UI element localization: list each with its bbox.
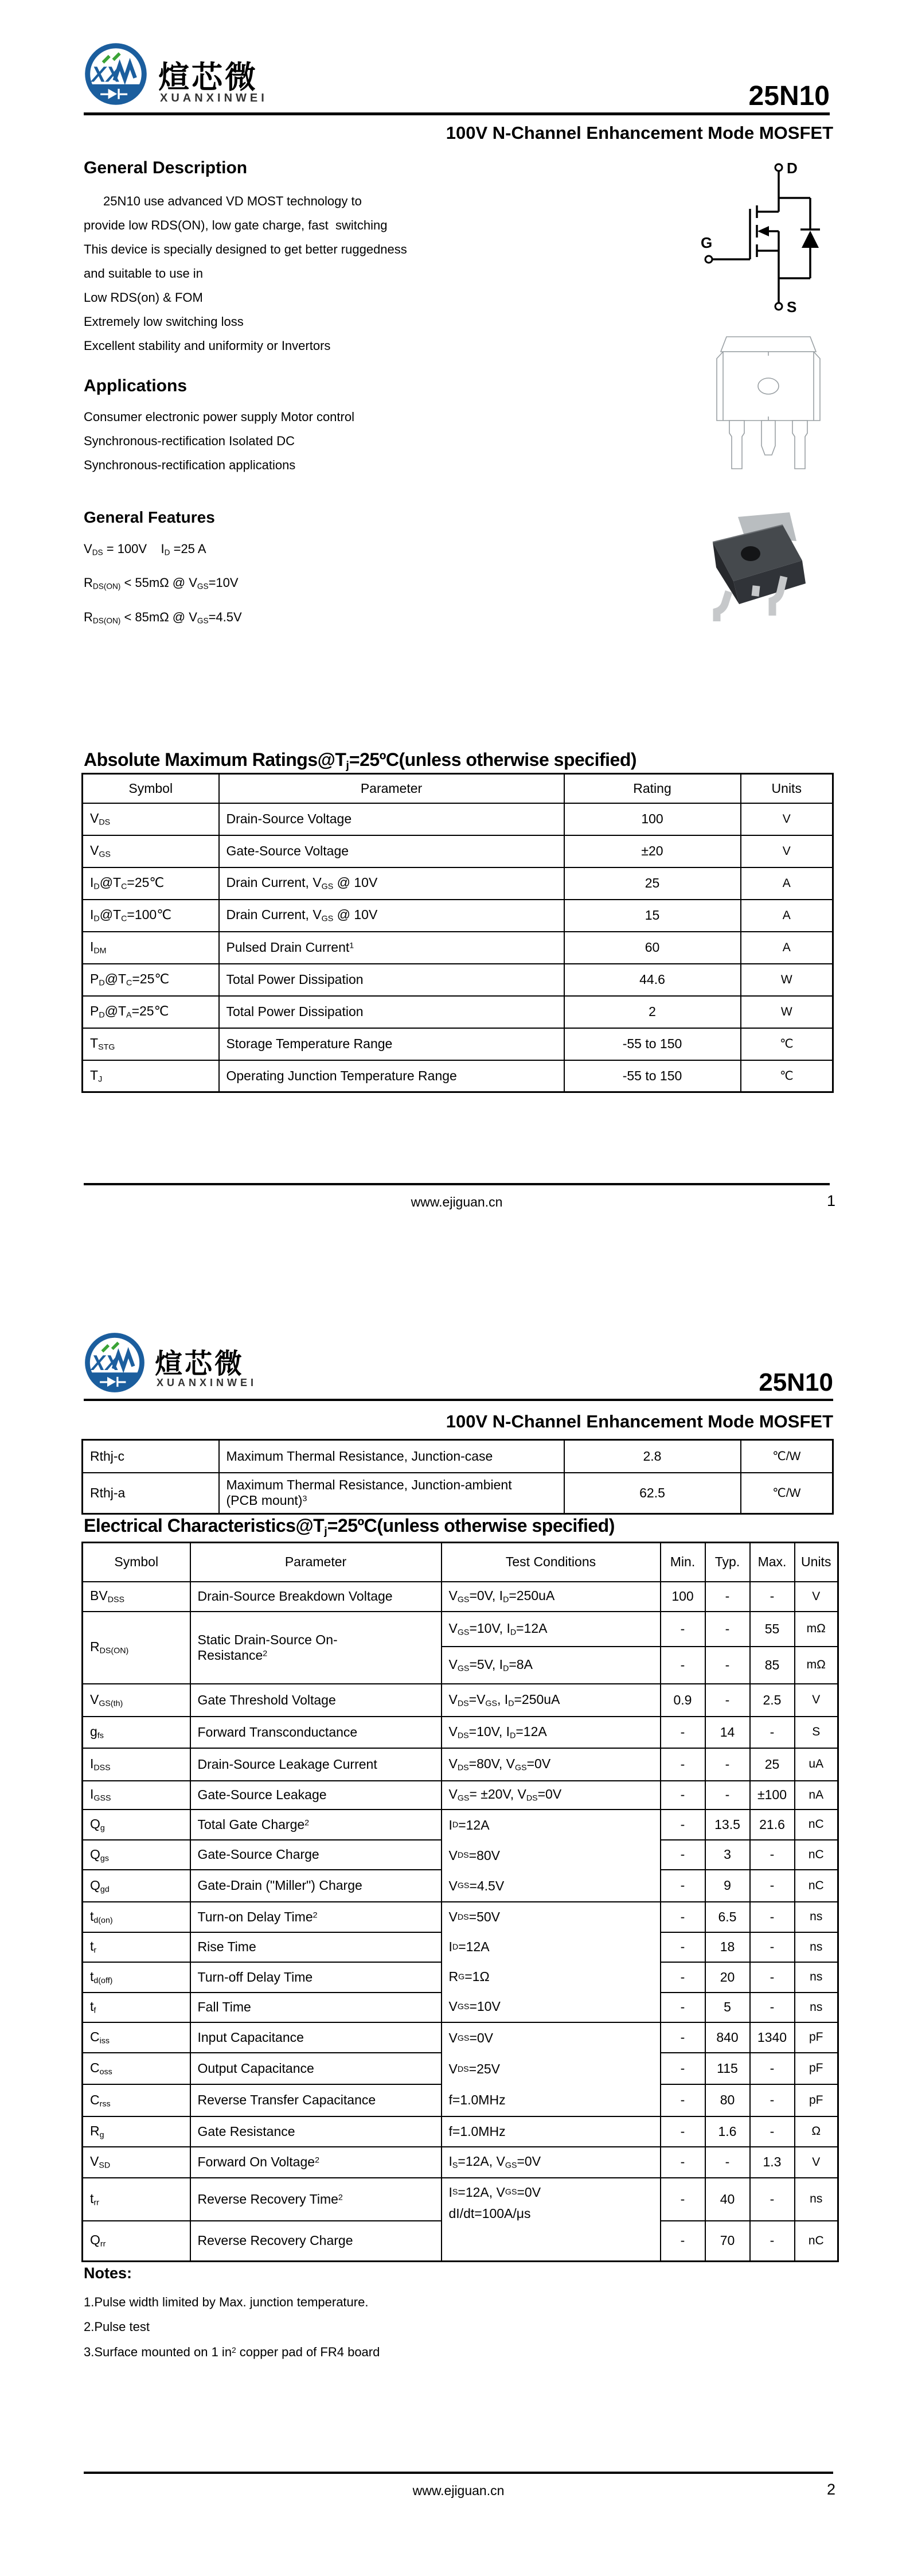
cell-max: - bbox=[750, 2053, 795, 2084]
document-subtitle: 100V N-Channel Enhancement Mode MOSFET bbox=[446, 123, 833, 143]
cell-parameter: Drain Current, $V_{GS}$ @ 10V bbox=[219, 900, 564, 932]
cell-parameter: Total Power Dissipation bbox=[219, 996, 564, 1028]
cell-typ: 80 bbox=[705, 2084, 750, 2116]
cell-max: - bbox=[750, 1582, 795, 1612]
cell-units: A bbox=[741, 867, 833, 900]
general-features-text bbox=[84, 534, 600, 636]
cell-parameter: Turn-off Delay Time bbox=[190, 1962, 442, 1993]
cell-symbol: $R_{DS(ON)}$ bbox=[83, 1612, 190, 1684]
general-features-title: General Features bbox=[84, 508, 215, 526]
cell-symbol: $C_{oss}$ bbox=[83, 2053, 190, 2084]
cell-symbol: $Q_{gd}$ bbox=[83, 1870, 190, 1901]
col-units: Units bbox=[741, 774, 833, 803]
electrical-characteristics-table bbox=[81, 1542, 839, 2262]
cell-symbol: $t_{d(off)}$ bbox=[83, 1962, 190, 1993]
table-row bbox=[83, 835, 833, 867]
cond-line: I S =12A, V GS =0V bbox=[448, 2184, 541, 2200]
header-rule bbox=[84, 1399, 833, 1401]
cell-cond: $V_{GS}=10V$, $I_D=12A$ bbox=[442, 1612, 661, 1647]
table-row bbox=[83, 1582, 838, 1612]
cell-units: pF bbox=[795, 2053, 838, 2084]
cell-max: - bbox=[750, 1993, 795, 2022]
cell-symbol: $t_r$ bbox=[83, 1932, 190, 1962]
svg-text:XX: XX bbox=[91, 1351, 119, 1375]
cell-typ: - bbox=[705, 1582, 750, 1612]
cell-typ: - bbox=[705, 1684, 750, 1717]
table-row bbox=[83, 932, 833, 964]
cell-min: - bbox=[661, 2053, 705, 2084]
cell-units: nC bbox=[795, 1870, 838, 1901]
cell-cond: $V_{DS}=80V$, $V_{GS}=0V$ bbox=[442, 1748, 661, 1781]
table-row bbox=[83, 996, 833, 1028]
cell-cond: $V_{GS}=0V$, $I_D=250uA$ bbox=[442, 1582, 661, 1612]
cell-typ: 6.5 bbox=[705, 1902, 750, 1932]
cell-min: - bbox=[661, 1810, 705, 1840]
cell-units: ns bbox=[795, 1902, 838, 1932]
cell-symbol: $T_{STG}$ bbox=[83, 1028, 219, 1060]
cell-typ: 18 bbox=[705, 1932, 750, 1962]
cell-symbol: $I_D@T_C=25℃$ bbox=[83, 867, 219, 900]
cell-max: - bbox=[750, 2084, 795, 2116]
cell-units: nC bbox=[795, 2221, 838, 2262]
cell-min: - bbox=[661, 1870, 705, 1901]
cell-parameter: Output Capacitance bbox=[190, 2053, 442, 2084]
cell-parameter: Forward On Voltage$^2$ bbox=[190, 2147, 442, 2178]
cell-units: nC bbox=[795, 1810, 838, 1840]
drain-label: D bbox=[787, 161, 798, 177]
cell-max: 85 bbox=[750, 1647, 795, 1684]
description-line: provide low RDS(ON), low gate charge, fast switching bbox=[84, 218, 388, 232]
cell-parameter: Gate-Source Voltage bbox=[219, 835, 564, 867]
cell-parameter: Gate Threshold Voltage bbox=[190, 1684, 442, 1717]
cell-min: - bbox=[661, 2116, 705, 2147]
table-row bbox=[83, 1781, 838, 1810]
cell-typ: 40 bbox=[705, 2178, 750, 2221]
cell-min: - bbox=[661, 2084, 705, 2116]
cell-cond: $I_S=12A$, $V_{GS}=0V$ bbox=[442, 2147, 661, 2178]
cell-typ: - bbox=[705, 1612, 750, 1647]
package-photo bbox=[702, 512, 814, 627]
part-number-title: 25N10 bbox=[748, 81, 830, 111]
cell-max: ±100 bbox=[750, 1781, 795, 1810]
page-number: 2 bbox=[826, 2481, 835, 2498]
cell-parameter: Reverse Recovery Charge bbox=[190, 2221, 442, 2262]
cell-symbol: $C_{iss}$ bbox=[83, 2022, 190, 2053]
table-row bbox=[83, 1717, 838, 1748]
brand-name-english: XUANXINWEI bbox=[160, 92, 268, 104]
cell-rating: -55 to 150 bbox=[564, 1060, 741, 1092]
cell-units: S bbox=[795, 1717, 838, 1748]
cell-units: Ω bbox=[795, 2116, 838, 2147]
description-line: This device is specially designed to get better ruggedness bbox=[84, 242, 407, 256]
col-typ: Typ. bbox=[705, 1543, 750, 1582]
cell-symbol: $P_D@T_C=25℃$ bbox=[83, 964, 219, 996]
cell-max: - bbox=[750, 1962, 795, 1993]
cell-units: mΩ bbox=[795, 1612, 838, 1647]
table-row bbox=[83, 2022, 838, 2053]
cell-units: V bbox=[795, 1582, 838, 1612]
cell-parameter: Fall Time bbox=[190, 1993, 442, 2022]
table-row bbox=[83, 803, 833, 835]
cell-parameter: Drain-Source Breakdown Voltage bbox=[190, 1582, 442, 1612]
col-parameter: Parameter bbox=[219, 774, 564, 803]
footer-website: www.ejiguan.cn bbox=[411, 1194, 503, 1209]
cell-parameter: Forward Transconductance bbox=[190, 1717, 442, 1748]
cell-units: V bbox=[795, 2147, 838, 2178]
cell-units: mΩ bbox=[795, 1647, 838, 1684]
cell-units: ℃/W bbox=[741, 1440, 833, 1473]
cell-symbol: $I_{GSS}$ bbox=[83, 1781, 190, 1810]
col-units: Units bbox=[795, 1543, 838, 1582]
cell-symbol: $C_{rss}$ bbox=[83, 2084, 190, 2116]
cond-line: I D =12A bbox=[448, 1939, 490, 1954]
cell-parameter: Storage Temperature Range bbox=[219, 1028, 564, 1060]
table-row bbox=[83, 1440, 833, 1473]
table-row bbox=[83, 1060, 833, 1092]
table-row bbox=[83, 1902, 838, 1932]
cell-rating: -55 to 150 bbox=[564, 1028, 741, 1060]
col-symbol: Symbol bbox=[83, 774, 219, 803]
cell-symbol: $V_{SD}$ bbox=[83, 2147, 190, 2178]
cell-min: - bbox=[661, 1932, 705, 1962]
cell-symbol: Rthj-c bbox=[83, 1440, 219, 1473]
cell-units: ℃ bbox=[741, 1028, 833, 1060]
gate-label: G bbox=[701, 234, 713, 251]
cond-line: V DS =80V bbox=[448, 1847, 500, 1863]
cell-symbol: $t_f$ bbox=[83, 1993, 190, 2022]
cell-min: - bbox=[661, 1962, 705, 1993]
cell-typ: - bbox=[705, 2147, 750, 2178]
cell-symbol: $t_{rr}$ bbox=[83, 2178, 190, 2221]
cell-typ: 70 bbox=[705, 2221, 750, 2262]
cell-rating: 2 bbox=[564, 996, 741, 1028]
cell-parameter: Rise Time bbox=[190, 1932, 442, 1962]
table-row bbox=[83, 1748, 838, 1781]
cell-max: - bbox=[750, 1902, 795, 1932]
cell-parameter: Gate-Source Charge bbox=[190, 1840, 442, 1870]
cell-cond: $V_{GS}= \pm 20V$, $V_{DS}=0V$ bbox=[442, 1781, 661, 1810]
cell-rating: 44.6 bbox=[564, 964, 741, 996]
cell-max: - bbox=[750, 2116, 795, 2147]
note-line: 3.Surface mounted on 1 $in^2$ copper pad of FR4 board bbox=[84, 2345, 380, 2359]
cell-units: ns bbox=[795, 2178, 838, 2221]
col-symbol: Symbol bbox=[83, 1543, 190, 1582]
abs-max-ratings-table bbox=[81, 773, 834, 1093]
cond-line: I D =12A bbox=[448, 1817, 490, 1832]
cell-min: - bbox=[661, 1717, 705, 1748]
cell-typ: 840 bbox=[705, 2022, 750, 2053]
cell-typ: - bbox=[705, 1781, 750, 1810]
col-rating: Rating bbox=[564, 774, 741, 803]
cell-symbol: $g_{fs}$ bbox=[83, 1717, 190, 1748]
cell-cond: $V_{GS}=5V$, $I_D=8A$ bbox=[442, 1647, 661, 1684]
description-line: 25N10 use advanced VD MOST technology to bbox=[103, 194, 362, 208]
table-row bbox=[83, 1473, 833, 1514]
cond-line: V GS =10V bbox=[448, 1999, 501, 2014]
cell-symbol: $t_{d(on)}$ bbox=[83, 1902, 190, 1932]
cell-max: 55 bbox=[750, 1612, 795, 1647]
cell-symbol: $I_D@T_C=100℃$ bbox=[83, 900, 219, 932]
cell-units: W bbox=[741, 964, 833, 996]
cell-min: - bbox=[661, 1781, 705, 1810]
cell-rating: 25 bbox=[564, 867, 741, 900]
cell-typ: 5 bbox=[705, 1993, 750, 2022]
brand-name-chinese: 煊芯微 bbox=[155, 1349, 245, 1379]
cell-units: nC bbox=[795, 1840, 838, 1870]
cell-parameter: Gate-Drain ("Miller") Charge bbox=[190, 1870, 442, 1901]
cell-parameter: Drain-Source Voltage bbox=[219, 803, 564, 835]
cell-units: ns bbox=[795, 1962, 838, 1993]
cell-typ: 20 bbox=[705, 1962, 750, 1993]
cond-line: R G =1Ω bbox=[448, 1969, 490, 1984]
cell-symbol: $I_{DSS}$ bbox=[83, 1748, 190, 1781]
application-line: Consumer electronic power supply Motor control bbox=[84, 410, 354, 424]
source-label: S bbox=[787, 298, 797, 316]
cell-max: 2.5 bbox=[750, 1684, 795, 1717]
table-row bbox=[83, 964, 833, 996]
cell-symbol: Rthj-a bbox=[83, 1473, 219, 1514]
col-min: Min. bbox=[661, 1543, 705, 1582]
description-line: and suitable to use in bbox=[84, 266, 203, 281]
table-row bbox=[83, 2116, 838, 2147]
cell-max: - bbox=[750, 1870, 795, 1901]
cell-min: - bbox=[661, 2221, 705, 2262]
cell-symbol: $Q_g$ bbox=[83, 1810, 190, 1840]
cell-max: 1340 bbox=[750, 2022, 795, 2053]
cell-max: - bbox=[750, 2178, 795, 2221]
description-line: Low RDS(on) & FOM bbox=[84, 290, 203, 305]
package-outline-drawing bbox=[714, 336, 823, 473]
footer-website: www.ejiguan.cn bbox=[412, 2483, 505, 2498]
cell-rating: 15 bbox=[564, 900, 741, 932]
cond-line: f=1.0MHz bbox=[448, 2092, 506, 2107]
cell-cond: $V_{DS}=V_{GS}$, $I_D=250uA$ bbox=[442, 1684, 661, 1717]
cell-cond-group bbox=[442, 2022, 661, 2116]
cell-units: ns bbox=[795, 1993, 838, 2022]
cell-parameter: Total Power Dissipation bbox=[219, 964, 564, 996]
cell-units: A bbox=[741, 932, 833, 964]
cell-symbol: $Q_{gs}$ bbox=[83, 1840, 190, 1870]
mosfet-symbol-diagram bbox=[693, 161, 842, 321]
cell-parameter: Drain Current, $V_{GS}$ @ 10V bbox=[219, 867, 564, 900]
cell-min: - bbox=[661, 1647, 705, 1684]
cell-typ: - bbox=[705, 1647, 750, 1684]
table-row bbox=[83, 1612, 838, 1647]
cell-parameter: Turn-on Delay Time$^2$ bbox=[190, 1902, 442, 1932]
cell-typ: 1.6 bbox=[705, 2116, 750, 2147]
cell-min: - bbox=[661, 1748, 705, 1781]
page-number: 1 bbox=[826, 1192, 835, 1209]
cell-parameter: Gate-Source Leakage bbox=[190, 1781, 442, 1810]
page-2 bbox=[0, 1288, 910, 2576]
brand-name-english: XUANXINWEI bbox=[157, 1377, 257, 1388]
cell-parameter: Total Gate Charge$^2$ bbox=[190, 1810, 442, 1840]
feature-line: $R_{DS(ON)} < 55m\Omega$ @ $V_{GS}=10V$ bbox=[84, 575, 239, 591]
note-line: 2.Pulse test bbox=[84, 2320, 150, 2334]
cell-symbol: $V_{GS}$ bbox=[83, 835, 219, 867]
cell-typ: 13.5 bbox=[705, 1810, 750, 1840]
cell-typ: 14 bbox=[705, 1717, 750, 1748]
cell-min: 100 bbox=[661, 1582, 705, 1612]
col-parameter: Parameter bbox=[190, 1543, 442, 1582]
cell-units: W bbox=[741, 996, 833, 1028]
notes-title: Notes: bbox=[84, 2264, 132, 2282]
cell-symbol: $BV_{DSS}$ bbox=[83, 1582, 190, 1612]
svg-text:XX: XX bbox=[91, 63, 121, 87]
cell-parameter: Maximum Thermal Resistance, Junction-ambient (PCB mount)$^3$ bbox=[219, 1473, 564, 1514]
cell-max: 25 bbox=[750, 1748, 795, 1781]
cond-line: V GS =4.5V bbox=[448, 1878, 505, 1893]
col-max: Max. bbox=[750, 1543, 795, 1582]
cell-units: uA bbox=[795, 1748, 838, 1781]
cell-min: - bbox=[661, 2178, 705, 2221]
cell-parameter: Input Capacitance bbox=[190, 2022, 442, 2053]
cell-units: ℃/W bbox=[741, 1473, 833, 1514]
table-row bbox=[83, 867, 833, 900]
cell-symbol: $R_g$ bbox=[83, 2116, 190, 2147]
col-test-conditions: Test Conditions bbox=[442, 1543, 661, 1582]
applications-title: Applications bbox=[84, 376, 188, 395]
cell-max: - bbox=[750, 1932, 795, 1962]
cell-parameter: Reverse Recovery Time$^2$ bbox=[190, 2178, 442, 2221]
cell-max: - bbox=[750, 1717, 795, 1748]
table-row bbox=[83, 900, 833, 932]
table-row bbox=[83, 1028, 833, 1060]
cell-cond-group bbox=[442, 1902, 661, 2022]
table-row bbox=[83, 1810, 838, 1840]
feature-line: $V_{DS} = 100V$ $I_D =25$ A bbox=[84, 542, 206, 557]
cell-min: - bbox=[661, 2147, 705, 2178]
cell-units: pF bbox=[795, 2084, 838, 2116]
cell-symbol: $V_{DS}$ bbox=[83, 803, 219, 835]
cond-line: V GS =0V bbox=[448, 2030, 494, 2045]
cell-typ: 3 bbox=[705, 1840, 750, 1870]
cell-typ: 9 bbox=[705, 1870, 750, 1901]
cell-symbol: $V_{GS(th)}$ bbox=[83, 1684, 190, 1717]
cond-line: V DS =25V bbox=[448, 2061, 500, 2076]
cell-min: - bbox=[661, 1840, 705, 1870]
cell-max: 21.6 bbox=[750, 1810, 795, 1840]
brand-logo-icon bbox=[84, 42, 148, 106]
cell-units: V bbox=[741, 835, 833, 867]
cell-rating: 100 bbox=[564, 803, 741, 835]
cell-typ: 115 bbox=[705, 2053, 750, 2084]
cell-typ: - bbox=[705, 1748, 750, 1781]
general-description-title: General Description bbox=[84, 158, 248, 177]
application-line: Synchronous-rectification Isolated DC bbox=[84, 434, 295, 448]
footer-rule bbox=[84, 1183, 830, 1185]
cell-parameter: Operating Junction Temperature Range bbox=[219, 1060, 564, 1092]
general-description-text bbox=[84, 189, 600, 358]
cell-cond-group bbox=[442, 2178, 661, 2262]
brand-name-chinese: 煊芯微 bbox=[158, 60, 258, 95]
cell-value: 2.8 bbox=[564, 1440, 741, 1473]
cell-symbol: $Q_{rr}$ bbox=[83, 2221, 190, 2262]
cell-parameter: Pulsed Drain Current$^1$ bbox=[219, 932, 564, 964]
cell-rating: 60 bbox=[564, 932, 741, 964]
cell-units: A bbox=[741, 900, 833, 932]
abs-max-ratings-title: Absolute Maximum $Ratings@T_j=25ºC(unless$ otherwise specified) bbox=[84, 749, 637, 772]
cond-line: dI/dt=100A/μs bbox=[448, 2205, 531, 2221]
cell-parameter: Maximum Thermal Resistance, Junction-case bbox=[219, 1440, 564, 1473]
note-line: 1.Pulse width limited by Max. junction temperature. bbox=[84, 2295, 369, 2309]
cell-rating: ±20 bbox=[564, 835, 741, 867]
table-header-row bbox=[83, 1543, 838, 1582]
header-rule bbox=[84, 112, 830, 115]
cell-min: - bbox=[661, 1993, 705, 2022]
table-header-row bbox=[83, 774, 833, 803]
cell-symbol: $I_{DM}$ bbox=[83, 932, 219, 964]
feature-line: $R_{DS(ON)} < 85m\Omega$ @ $V_{GS}=4.5V$ bbox=[84, 609, 242, 625]
cell-symbol: $T_J$ bbox=[83, 1060, 219, 1092]
cell-min: - bbox=[661, 1902, 705, 1932]
cell-parameter: Drain-Source Leakage Current bbox=[190, 1748, 442, 1781]
footer-rule bbox=[84, 2472, 833, 2474]
brand-logo bbox=[84, 40, 347, 109]
cell-value: 62.5 bbox=[564, 1473, 741, 1514]
cell-units: V bbox=[795, 1684, 838, 1717]
cell-cond: f=1.0MHz bbox=[442, 2116, 661, 2147]
cell-cond-group bbox=[442, 1810, 661, 1902]
cell-max: - bbox=[750, 2221, 795, 2262]
cell-max: - bbox=[750, 1840, 795, 1870]
brand-logo bbox=[84, 1330, 330, 1396]
cell-min: 0.9 bbox=[661, 1684, 705, 1717]
table-row bbox=[83, 2147, 838, 2178]
cell-parameter: Gate Resistance bbox=[190, 2116, 442, 2147]
cell-units: nA bbox=[795, 1781, 838, 1810]
cond-line: V DS =50V bbox=[448, 1909, 500, 1924]
table-row bbox=[83, 1684, 838, 1717]
electrical-characteristics-title: Electrical $Characteristics@T_j=25ºC(unless$ otherwise specified) bbox=[84, 1515, 615, 1538]
cell-parameter: Reverse Transfer Capacitance bbox=[190, 2084, 442, 2116]
cell-cond: $V_{DS}=10V$, $I_D=12A$ bbox=[442, 1717, 661, 1748]
application-line: Synchronous-rectification applications bbox=[84, 458, 296, 472]
cell-parameter: Static Drain-Source On- Resistance$^2$ bbox=[190, 1612, 442, 1684]
description-line: Extremely low switching loss bbox=[84, 314, 244, 329]
cell-max: 1.3 bbox=[750, 2147, 795, 2178]
description-line: Excellent stability and uniformity or Invertors bbox=[84, 338, 331, 353]
part-number-title: 25N10 bbox=[759, 1368, 833, 1396]
table-row bbox=[83, 2178, 838, 2221]
cell-min: - bbox=[661, 1612, 705, 1647]
thermal-resistance-table bbox=[81, 1439, 834, 1515]
document-subtitle: 100V N-Channel Enhancement Mode MOSFET bbox=[446, 1411, 833, 1431]
cell-symbol: $P_D@T_A=25℃$ bbox=[83, 996, 219, 1028]
cell-min: - bbox=[661, 2022, 705, 2053]
cell-units: pF bbox=[795, 2022, 838, 2053]
cell-units: ns bbox=[795, 1932, 838, 1962]
cell-units: ℃ bbox=[741, 1060, 833, 1092]
cell-units: V bbox=[741, 803, 833, 835]
brand-logo-icon bbox=[84, 1332, 146, 1394]
applications-text bbox=[84, 405, 600, 477]
